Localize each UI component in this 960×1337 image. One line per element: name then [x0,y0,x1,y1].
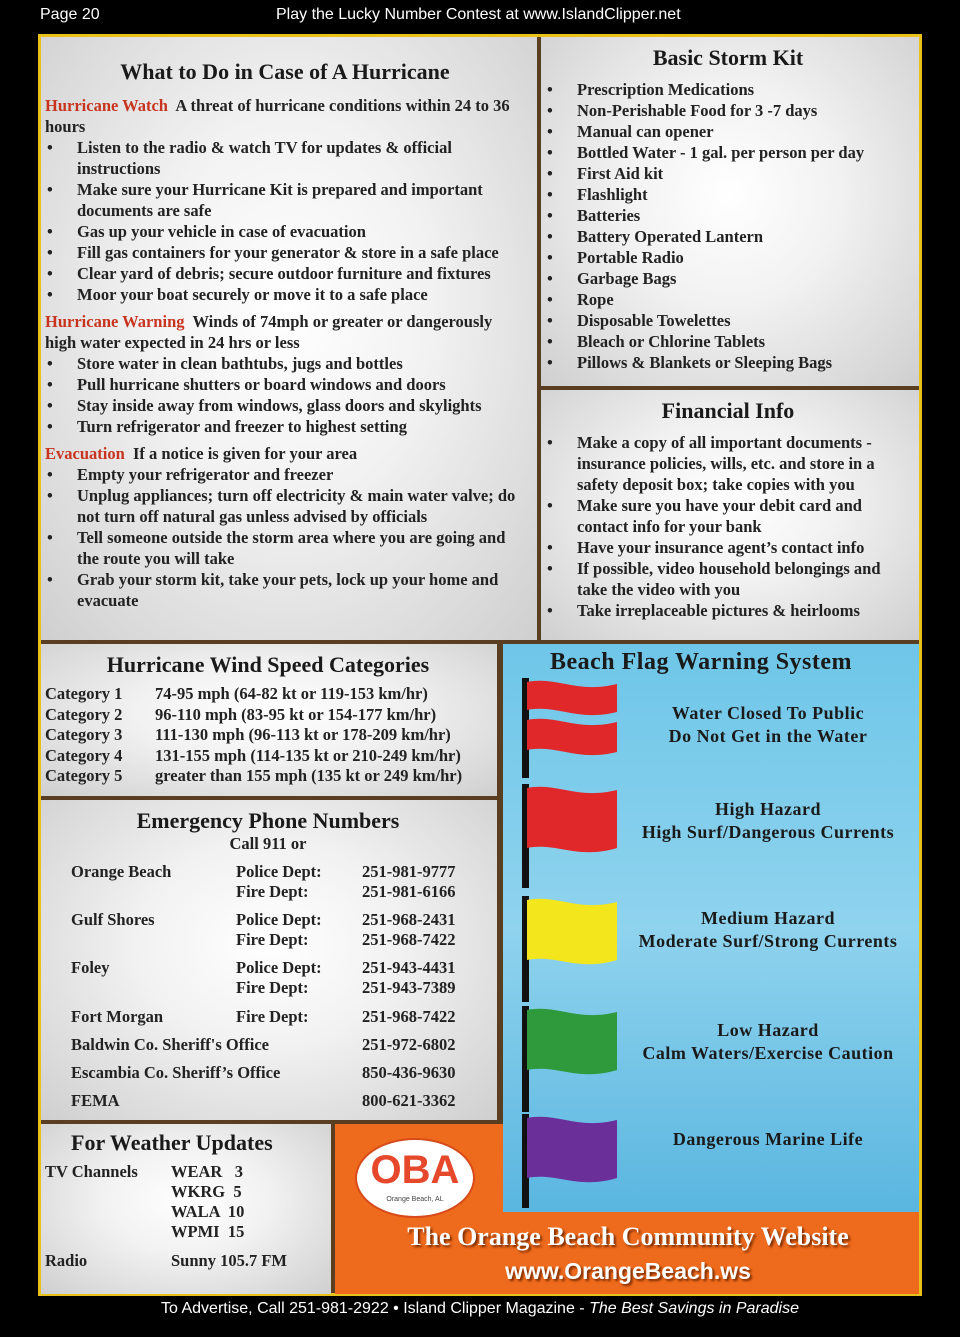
category-value: 96-110 mph (83-95 kt or 154-177 km/hr) [155,704,437,724]
fire-label: Fire Dept: [236,882,309,901]
list-item: • Manual can opener [545,121,911,142]
tv-channels-label: TV Channels [45,1162,138,1181]
flag-double-red-text [623,702,913,748]
flag-meaning: Low Hazard [717,1020,819,1040]
foley-label: Foley [71,958,110,977]
list-item: • Make a copy of all important documents - insurance policies, wills, etc. and store in a safety deposit box; take copies with you [545,432,911,495]
category-value: 131-155 mph (114-135 kt or 210-249 km/hr) [155,745,461,765]
flag-detail: Moderate Surf/Strong Currents [638,931,898,951]
hurricane-warning-label: Hurricane Warning [45,312,185,331]
category-value: 111-130 mph (96-113 kt or 178-209 km/hr) [155,725,451,744]
wind-speed-title: Hurricane Wind Speed Categories [106,652,430,677]
hurricane-panel [41,37,537,640]
list-item: • Garbage Bags [545,268,911,289]
radio-label: Radio [45,1251,88,1270]
phone-number: 800-621-3362 [362,1091,456,1110]
channel-item: WALA 10 [171,1202,245,1221]
evacuation-label: Evacuation [45,444,125,463]
list-item: • Turn refrigerator and freezer to highest setting [45,416,525,437]
oba-tagline: The Orange Beach Community Website [407,1222,849,1251]
hurricane-title: What to Do in Case of A Hurricane [120,59,450,84]
flag-green [527,1008,627,1092]
list-item: • Tell someone outside the storm area where you are going and the route you will take [45,527,525,569]
beach-flag-title: Beach Flag Warning System [549,649,853,675]
list-item: • Make sure your Hurricane Kit is prepared and important documents are safe [45,179,525,221]
list-item: • Gas up your vehicle in case of evacuation [45,221,525,242]
beach-flag-panel [503,644,919,1212]
list-item: • Moor your boat securely or move it to a safe place [45,284,525,305]
fire-label: Fire Dept: [236,1007,309,1026]
phone-number: 251-943-7389 [362,978,456,997]
phone-number: 251-968-7422 [362,1007,456,1026]
channel-item: WKRG 5 [171,1182,242,1201]
financial-panel [541,390,919,640]
phone-number: 251-981-6166 [362,882,456,901]
weather-panel [41,1124,331,1294]
storm-kit-title: Basic Storm Kit [652,45,804,70]
phone-number: 251-943-4431 [362,958,456,977]
fire-label: Fire Dept: [236,930,309,949]
category-value: greater than 155 mph (135 kt or 249 km/hr) [155,766,463,785]
phone-number: 251-968-2431 [362,910,456,929]
flag-red [527,786,627,870]
list-item: • Flashlight [545,184,911,205]
flag-purple-text [623,1128,913,1151]
radio-station: Sunny 105.7 FM [171,1251,287,1270]
list-item: • Disposable Towelettes [545,310,911,331]
warning-list [45,353,525,437]
list-item: • Make sure you have your debit card and contact info for your bank [545,495,911,537]
list-item: • Unplug appliances; turn off electricity & main water valve; do not turn off natural gas unless advised by officials [45,485,525,527]
oba-logo [355,1138,475,1218]
phone-number: 251-972-6802 [362,1035,456,1054]
list-item: • Battery Operated Lantern [545,226,911,247]
fire-label: Fire Dept: [236,978,309,997]
flag-purple [527,1116,627,1200]
hurricane-watch-desc: A threat of hurricane conditions within 24 to 36 hours [45,96,510,136]
phone-number: 251-968-7422 [362,930,456,949]
flag-meaning: Dangerous Marine Life [672,1129,864,1149]
list-item: • Non-Perishable Food for 3 -7 days [545,100,911,121]
evacuation-desc: If a notice is given for your area [133,444,358,463]
storm-kit-list [545,79,911,373]
list-item: • Stay inside away from windows, glass doors and skylights [45,395,525,416]
escambia-sheriff-label: Escambia Co. Sheriff’s Office [71,1063,281,1082]
flag-red-text [623,798,913,844]
category-label: Category 1 [45,684,123,703]
fema-label: FEMA [71,1091,120,1110]
list-item: • Take irreplaceable pictures & heirlooms [545,600,911,621]
wind-speed-panel [41,644,497,796]
flag-yellow [527,898,627,982]
orange-beach-label: Orange Beach [71,862,172,881]
flag-double-red [527,680,627,764]
list-item: • Rope [545,289,911,310]
footer [0,1300,960,1318]
list-item: • Bottled Water - 1 gal. per person per day [545,142,911,163]
list-item: • Fill gas containers for your generator & store in a safe place [45,242,525,263]
financial-list [545,432,911,621]
financial-title: Financial Info [661,398,795,423]
flag-detail: High Surf/Dangerous Currents [641,822,895,842]
list-item: • Empty your refrigerator and freezer [45,464,525,485]
category-label: Category 3 [45,725,123,744]
list-item: • Grab your storm kit, take your pets, lock up your home and evacuate [45,569,525,611]
emergency-panel [41,800,497,1120]
page-number: Page 20 [40,6,100,23]
phone-number: 850-436-9630 [362,1063,456,1082]
police-label: Police Dept: [236,910,322,929]
flag-detail: Calm Waters/Exercise Caution [642,1043,894,1063]
list-item: • If possible, video household belongings and take the video with you [545,558,911,600]
flag-double-red-upper [527,681,617,715]
list-item: • Pillows & Blankets or Sleeping Bags [545,352,911,373]
police-label: Police Dept: [236,862,322,881]
flag-green-text [623,1019,913,1065]
list-item: • Listen to the radio & watch TV for updates & official instructions [45,137,525,179]
flag-meaning: Water Closed To Public [671,703,865,723]
contest-banner: Play the Lucky Number Contest at www.IslandClipper.net [276,6,681,23]
category-label: Category 2 [45,704,123,724]
category-label: Category 5 [45,766,123,785]
oba-url[interactable]: www.OrangeBeach.ws [505,1258,751,1284]
list-item: • Store water in clean bathtubs, jugs and bottles [45,353,525,374]
list-item: • Batteries [545,205,911,226]
list-item: • First Aid kit [545,163,911,184]
flag-meaning: Medium Hazard [701,908,835,928]
fort-morgan-label: Fort Morgan [71,1007,164,1026]
emergency-subtitle: Call 911 or [229,834,307,853]
evacuation-list [45,464,525,611]
flag-meaning: High Hazard [714,799,821,819]
list-item: • Have your insurance agent’s contact info [545,537,911,558]
list-item: • Pull hurricane shutters or board windows and doors [45,374,525,395]
gulf-shores-label: Gulf Shores [71,910,155,929]
footer-tagline: The Best Savings in Paradise [589,1300,799,1317]
footer-text: To Advertise, Call 251-981-2922 • Island Clipper Magazine - [161,1300,590,1317]
weather-title: For Weather Updates [71,1130,273,1155]
watch-list [45,137,525,305]
flag-detail: Do Not Get in the Water [668,726,868,746]
oba-logo-sub: Orange Beach, AL [386,1196,444,1203]
category-value: 74-95 mph (64-82 kt or 119-153 km/hr) [155,684,428,703]
list-item: • Prescription Medications [545,79,911,100]
wind-table [45,684,491,787]
baldwin-sheriff-label: Baldwin Co. Sheriff's Office [71,1035,269,1054]
flag-yellow-text [623,907,913,953]
storm-kit-panel [541,37,919,386]
police-label: Police Dept: [236,958,322,977]
channel-item: WPMI 15 [171,1222,245,1241]
channel-item: WEAR 3 [171,1162,243,1181]
phone-number: 251-981-9777 [362,862,456,881]
hurricane-watch-label: Hurricane Watch [45,96,168,115]
emergency-title: Emergency Phone Numbers [136,808,400,833]
list-item: • Clear yard of debris; secure outdoor furniture and fixtures [45,263,525,284]
category-label: Category 4 [45,745,123,765]
list-item: • Bleach or Chlorine Tablets [545,331,911,352]
hurricane-warning-desc: Winds of 74mph or greater or dangerously high water expected in 24 hrs or less [45,312,493,352]
list-item: • Portable Radio [545,247,911,268]
oba-logo-text: OBA [370,1148,460,1192]
flag-double-red-lower [527,719,617,755]
